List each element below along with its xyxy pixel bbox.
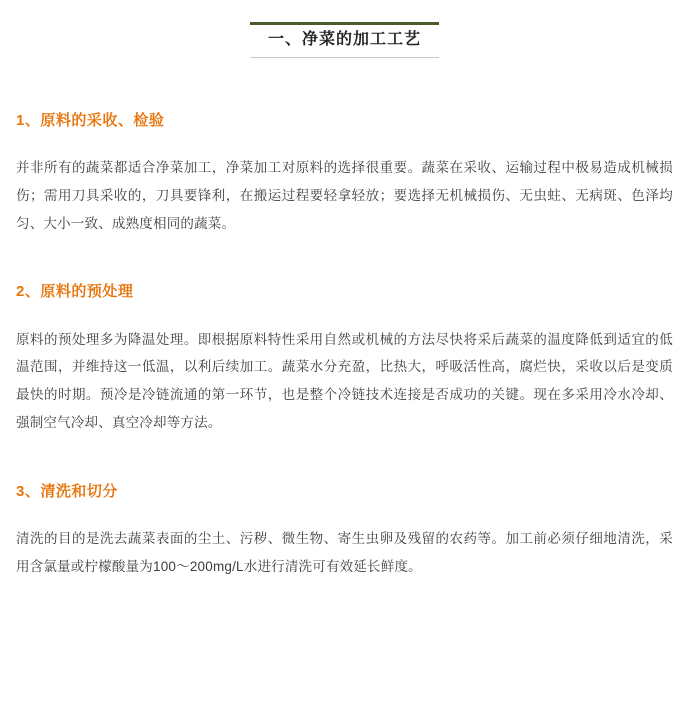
document-title-container	[16, 22, 673, 58]
section-heading-2: 2、原料的预处理	[16, 283, 134, 301]
section-paragraph-1: 并非所有的蔬菜都适合净菜加工，净菜加工对原料的选择很重要。蔬菜在采收、运输过程中极易造成机械损伤；需用刀具采收的，刀具要锋利，在搬运过程要轻拿轻放；要选择无机械损伤、无虫蛀、无病斑、色泽均匀、大小一致、成熟度相同的蔬菜。	[16, 160, 673, 231]
page-title: 一、净菜的加工工艺	[250, 22, 439, 58]
section-heading-3: 3、清洗和切分	[16, 482, 118, 500]
section-heading-1: 1、原料的采收、检验	[16, 111, 165, 129]
section-paragraph-3: 清洗的目的是洗去蔬菜表面的尘土、污秽、微生物、寄生虫卵及残留的农药等。加工前必须仔细地清洗，采用含氯量或柠檬酸量为100～200mg/L水进行清洗可有效延长鲜度。	[16, 531, 673, 574]
document-page	[0, 22, 689, 721]
section-paragraph-2: 原料的预处理多为降温处理。即根据原料特性采用自然或机械的方法尽快将采后蔬菜的温度降低到适宜的低温范围，并维持这一低温，以利后续加工。蔬菜水分充盈，比热大，呼吸活性高，腐烂快，采收以后是变质最快的时期。预冷是冷链流通的第一环节，也是整个冷链技术连接是否成功的关键。现在多采用冷水冷却、强制空气冷却、真空冷却等方法。	[16, 331, 673, 430]
